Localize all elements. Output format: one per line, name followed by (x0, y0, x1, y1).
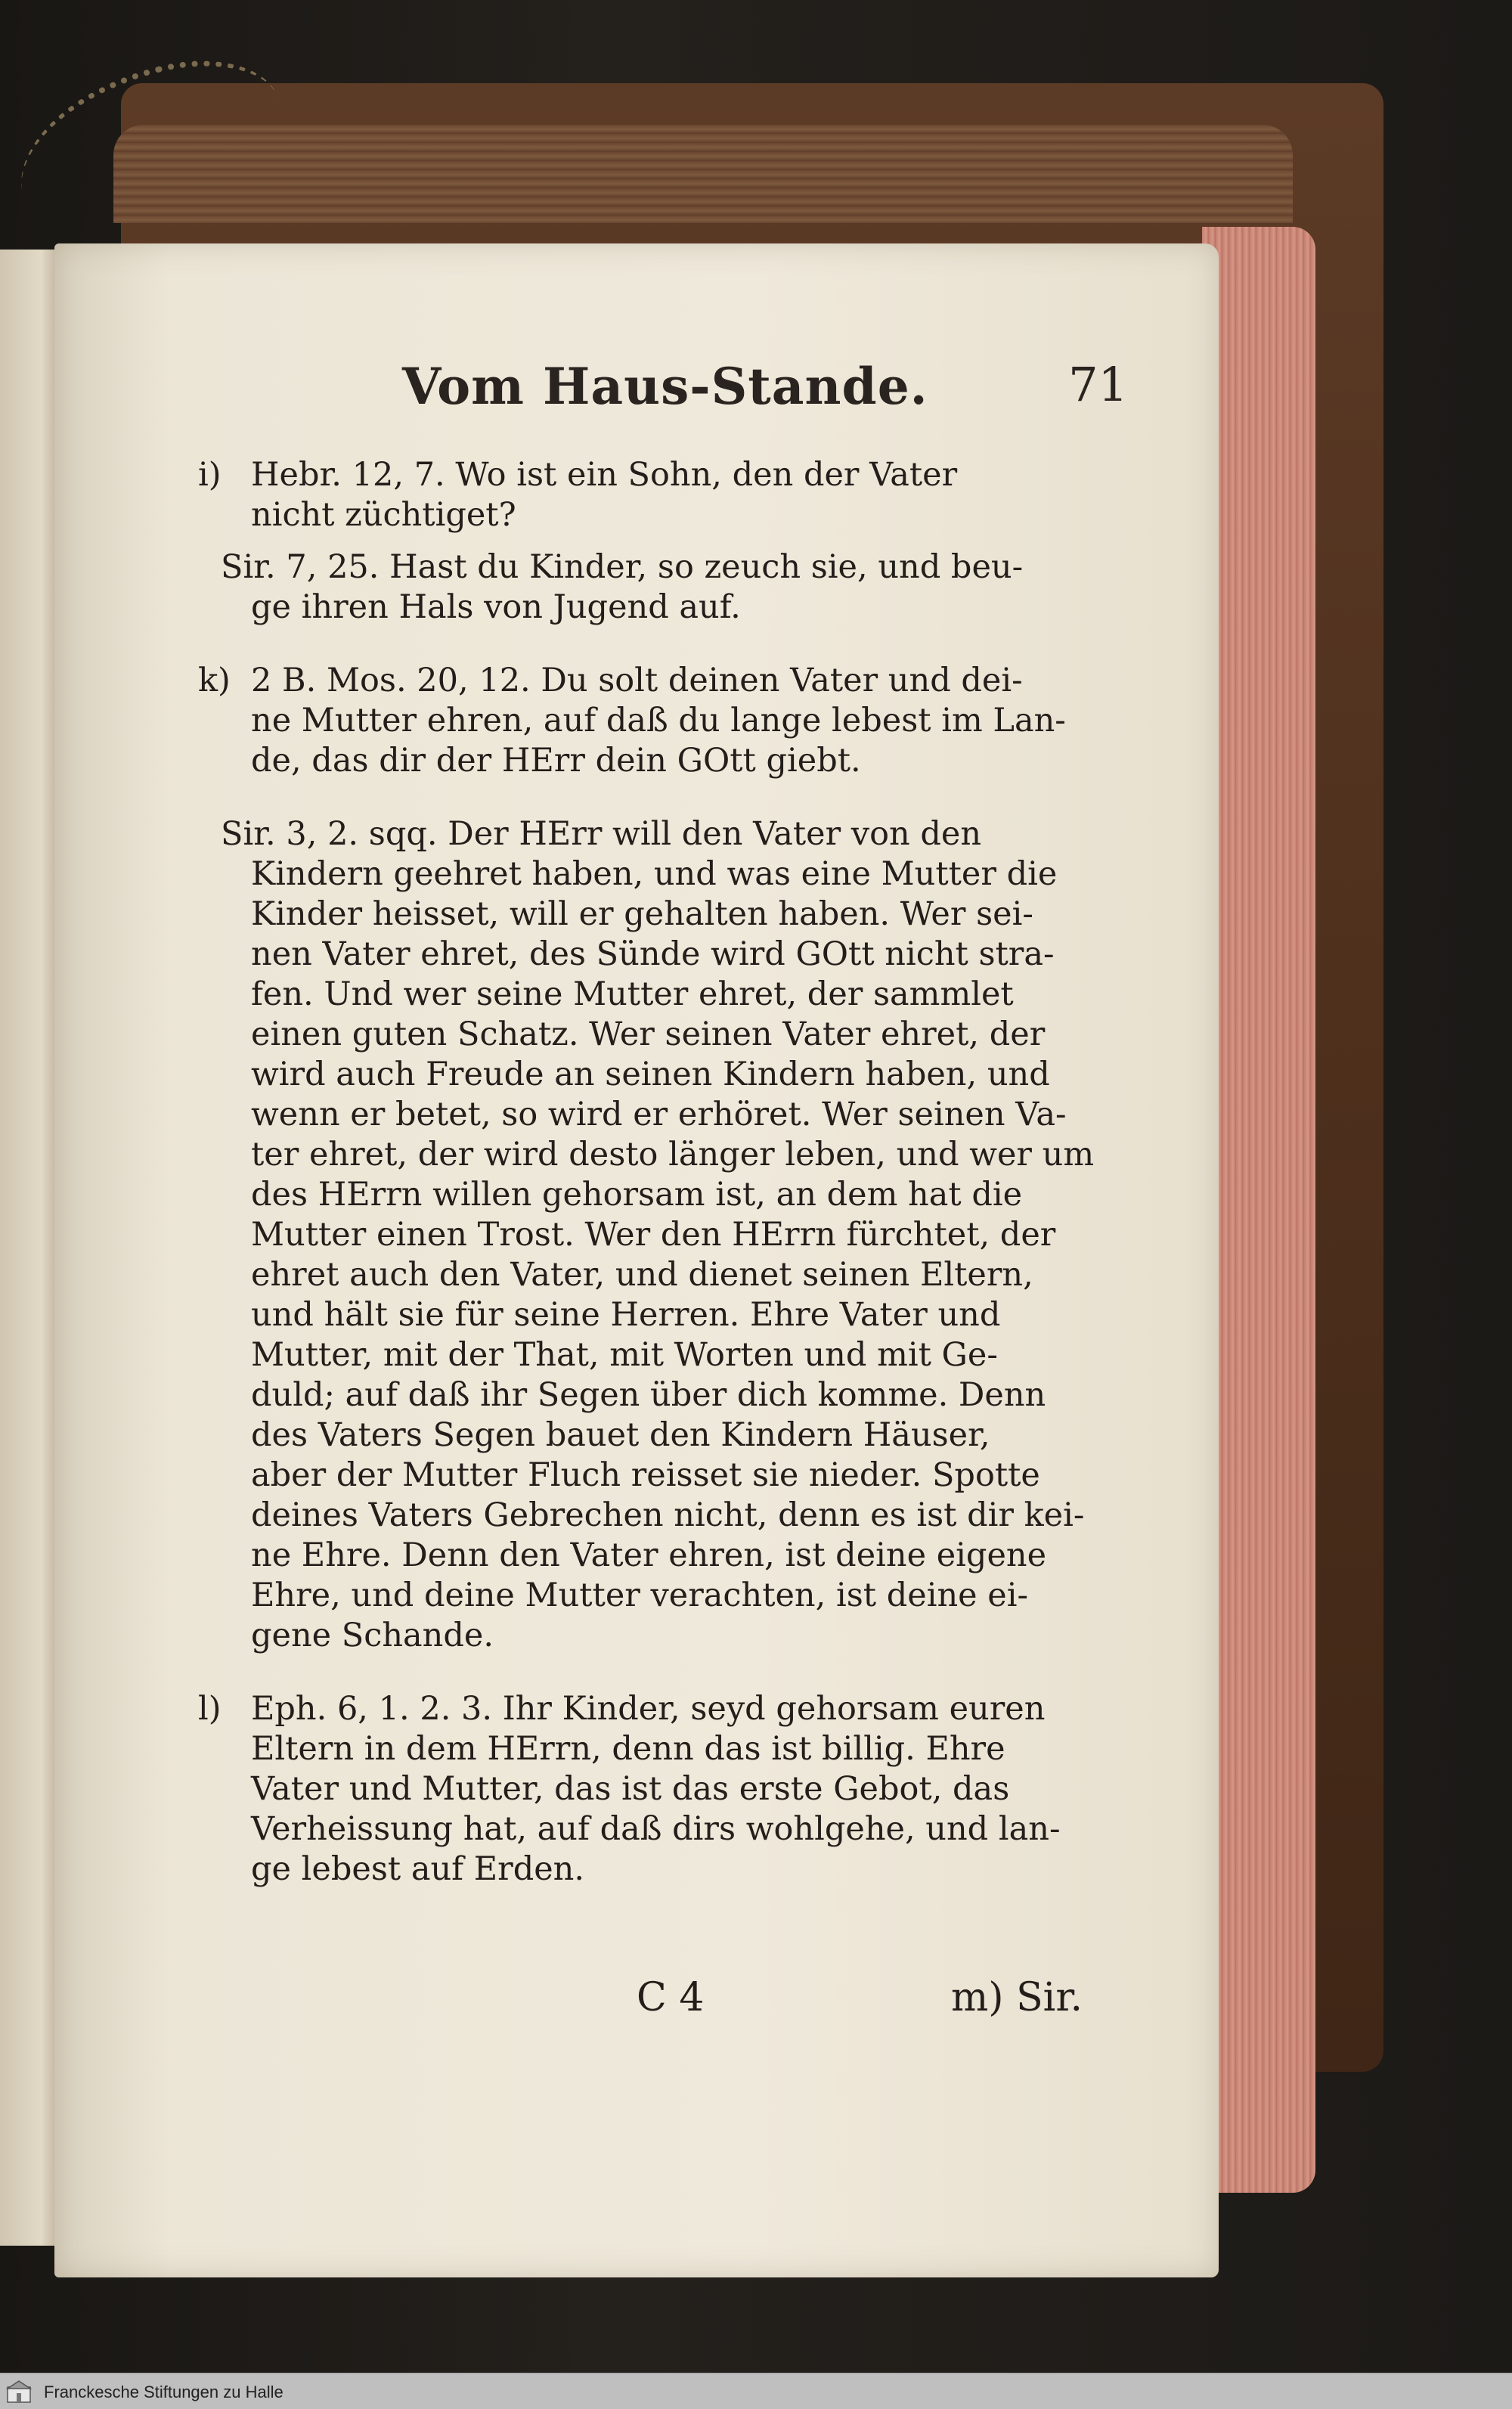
book-page (54, 243, 1219, 2277)
text-line: des Vaters Segen bauet den Kindern Häuser, (251, 1416, 990, 1454)
text-line: de, das dir der HErr dein GOtt giebt. (251, 742, 861, 780)
text-line: deines Vaters Gebrechen nicht, denn es ist dir kei- (251, 1496, 1085, 1534)
text-line: nicht züchtiget? (251, 496, 516, 534)
text-line: einen guten Schatz. Wer seinen Vater ehret, der (251, 1015, 1046, 1053)
text-line: wenn er betet, so wird er erhöret. Wer seinen Va- (251, 1096, 1067, 1133)
text-line: Mutter einen Trost. Wer den HErrn fürchtet, der (251, 1216, 1056, 1254)
footnote-i (198, 455, 1083, 535)
text-line: Vater und Mutter, das ist das erste Gebot, das (251, 1770, 1010, 1808)
page-header (402, 357, 1128, 433)
footnote-marker: i) (198, 456, 222, 494)
text-line: Kinder heisset, will er gehalten haben. Wer sei- (251, 895, 1033, 933)
text-line: Ehre, und deine Mutter verachten, ist deine ei- (251, 1577, 1028, 1614)
text-line: ge ihren Hals von Jugend auf. (251, 588, 741, 626)
text-line: aber der Mutter Fluch reisset sie nieder. Spotte (251, 1456, 1040, 1494)
text-line: und hält sie für seine Herren. Ehre Vater und (251, 1296, 1001, 1334)
text-line: ne Mutter ehren, auf daß du lange lebest im Lan- (251, 702, 1066, 739)
institution-logo-icon (6, 2380, 32, 2404)
text-line: des HErrn willen gehorsam ist, an dem hat die (251, 1176, 1023, 1214)
text-line: Hebr. 12, 7. Wo ist ein Sohn, den der Vater (251, 456, 958, 494)
citation-sirach-3 (198, 814, 1095, 1656)
text-line: nen Vater ehret, des Sünde wird GOtt nicht stra- (251, 935, 1055, 973)
text-line: ehret auch den Vater, und dienet seinen Eltern, (251, 1256, 1033, 1294)
attribution-bar (0, 2373, 1512, 2409)
footnote-marker: k) (198, 662, 231, 699)
footnote-k (198, 661, 1083, 781)
text-line: Sir. 7, 25. Hast du Kinder, so zeuch sie, und beu- (221, 548, 1024, 586)
opposite-page-edge (0, 250, 59, 2246)
catchword: m) Sir. (950, 1975, 1083, 2020)
text-line: Eltern in dem HErrn, denn das ist billig. Ehre (251, 1730, 1005, 1768)
text-line: Kindern geehret haben, und was eine Mutter die (251, 855, 1058, 893)
attribution-text: Franckesche Stiftungen zu Halle (44, 2383, 284, 2401)
text-line: fen. Und wer seine Mutter ehret, der sammlet (251, 975, 1014, 1013)
text-line: ge lebest auf Erden. (251, 1850, 585, 1888)
signature-mark: C 4 (637, 1975, 705, 2020)
text-line: 2 B. Mos. 20, 12. Du solt deinen Vater und dei- (251, 662, 1023, 699)
text-line: duld; auf daß ihr Segen über dich komme. Denn (251, 1376, 1046, 1414)
text-line: wird auch Freude an seinen Kindern haben, und (251, 1056, 1050, 1093)
text-line: Eph. 6, 1. 2. 3. Ihr Kinder, seyd gehorsam euren (251, 1690, 1046, 1728)
footnote-marker: l) (198, 1690, 222, 1728)
running-head: Vom Haus-Stande. (402, 357, 928, 416)
page-number: 71 (1068, 357, 1128, 412)
citation-sirach-7 (198, 547, 1083, 628)
text-line: gene Schande. (251, 1617, 494, 1654)
footnote-l (198, 1689, 1083, 1890)
red-fore-edge (1202, 227, 1315, 2193)
text-line: Sir. 3, 2. sqq. Der HErr will den Vater von den (221, 815, 982, 853)
text-line: ter ehret, der wird desto länger leben, und wer um (251, 1136, 1095, 1173)
text-line: Mutter, mit der That, mit Worten und mit Ge- (251, 1336, 998, 1374)
page-body (198, 455, 1095, 1902)
text-line: ne Ehre. Denn den Vater ehren, ist deine eigene (251, 1536, 1047, 1574)
page-footer (198, 1975, 1083, 2028)
text-line: Verheissung hat, auf daß dirs wohlgehe, und lan- (251, 1810, 1061, 1848)
